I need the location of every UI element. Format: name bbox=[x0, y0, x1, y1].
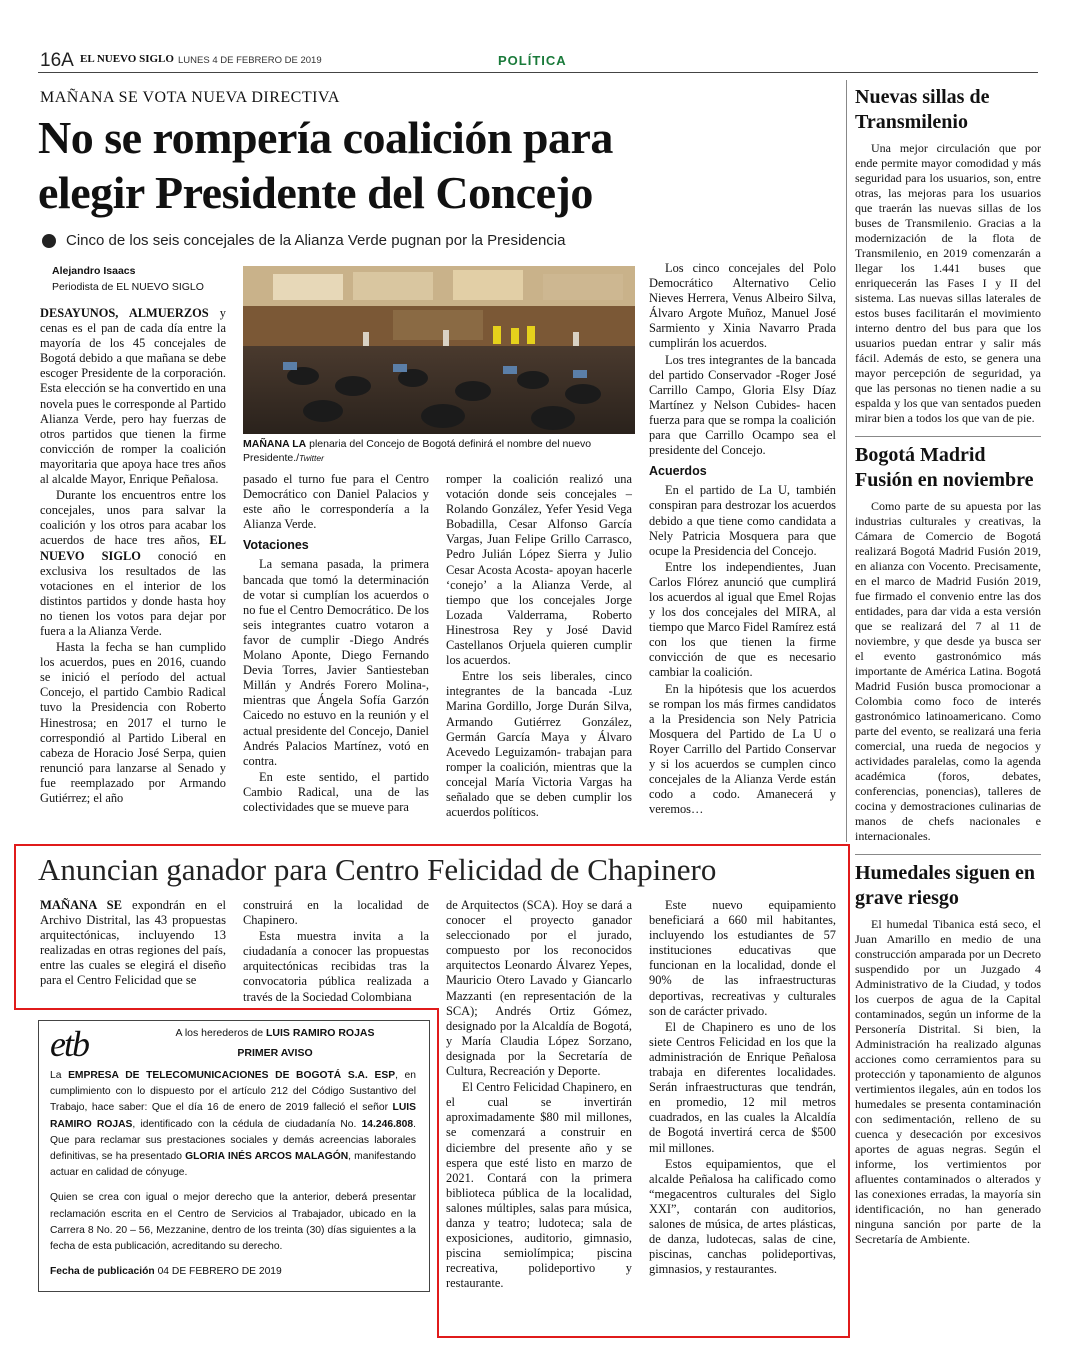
sidebar bbox=[855, 85, 1041, 1247]
highlight-frame-left bbox=[14, 844, 16, 1010]
sidebar-story-1-title: Nuevas sillas de Transmilenio bbox=[855, 86, 990, 133]
second-headline: Anuncian ganador para Centro Felicidad de Chapinero bbox=[38, 852, 717, 887]
sidebar-story-2-text: Como parte de su apuesta por las industrias culturales y creativas, la Cámara de Comercio de Bogotá realizará Bogotá Madrid Fusión 2019, en alianza con Vocento. Precisamente, en el marco de Madrid Fusión 2019, fue firmado el convenio entre las dos entidades, para dar vida a esta versión que se realizará del 7 al 11 de noviembre, y que desde ya busca ser el evento gastronómico más importante de América Latina. Bogotá Madrid Fusión busca promocionar a Colombia como foco de interés gastronómico latinoamericano. Como parte del evento, se realizará una feria comercial, una rueda de negocios y actividades paralelas, como la agenda académica (foros, debates, conferencias, ponencias), talleres de cocina y demostraciones culinarias de manos de chefs nacionales e internacionales. bbox=[855, 499, 1041, 843]
concejo-photo bbox=[243, 266, 635, 434]
sidebar-story-3-text: El humedal Tibanica está seco, el Juan Amarillo en medio de una construcción amparada por un Decreto suspendido por un Juzgado 4 Administrativo de la Ciudad, y todos los cuerpos de agua de la Capital contaminados, según un informe de la Personería Distrital. Si bien, la Administración ha realizado algunas acciones como cerramientos para su protección y taponamiento de algunos vertimientos ilegales, aún en todos los humedales se presenta contaminación con sedimentación, relleno de su cuenca y desecación por excesivos aportes de aguas negras. Según el informe, los vertimientos por afluentes contaminados o alterados y las conexiones erradas, la mayoría sin identificación, no han generado ninguna sanción por parte de la Secretaría de Ambiente. bbox=[855, 917, 1041, 1246]
second-col-3 bbox=[446, 898, 632, 1292]
notice-to-prefix: A los herederos de bbox=[175, 1027, 266, 1039]
byline-name: Alejandro Isaacs bbox=[52, 265, 136, 277]
headline-line-2: elegir Presidente del Concejo bbox=[38, 167, 593, 218]
main-col-3 bbox=[446, 472, 632, 821]
headline bbox=[38, 110, 613, 220]
paragraph: Esta muestra invita a la ciudadanía a conocer las propuestas arquitectónicas recibidas tras la convocatoria pública realizada a través de la Sociedad Colombiana bbox=[243, 929, 429, 1004]
paragraph: Los cinco concejales del Polo Democrático Alternativo Celio Nieves Herrera, Venus Albeiro Silva, Álvaro Argote Muñoz, Manuel José Sarmiento y Xinia Navarro Prada cumplirán los acuerdos. bbox=[649, 261, 836, 351]
sidebar-story-2-title: Bogotá Madrid Fusión en noviembre bbox=[855, 444, 1034, 491]
notice-to-line bbox=[140, 1027, 410, 1039]
paragraph: Entre los independientes, Juan Carlos Flórez anunció que cumplirá los acuerdos al igual que Emel Rojas y los dos concejales del MIRA, al tiempo que Marco Fidel Ramírez está con los que tienen la firme convicción de que es necesario cambiar la coalición. bbox=[649, 559, 836, 680]
notice-body bbox=[50, 1068, 416, 1280]
caption-lead: MAÑANA LA bbox=[243, 438, 307, 450]
etb-logo: etb bbox=[50, 1024, 88, 1064]
photo-credit: Twitter bbox=[299, 453, 324, 463]
paragraph: Entre los seis liberales, cinco integrantes de la bancada -Luz Marina Gordillo, Jorge Durán Silva, Armando Gutiérrez González, Germán García Maya y Álvaro Acevedo Leguizamón- trabajan para romper la coalición, mientras que la concejal María Victoria Vargas ha señalado que se deben cumplir los acuerdos políticos. bbox=[446, 669, 632, 820]
main-col-4 bbox=[649, 261, 836, 818]
paragraph: conoció en exclusiva los resultados de las votaciones en el interior de los distintos partidos y donde hasta hoy no tienen los votos para dejar por fuera a la Alianza Verde. bbox=[40, 548, 226, 638]
paragraph: y cenas es el pan de cada día entre la mayoría de los 45 concejales de Bogotá debido a que mañana se debe escoger Presidente de la corporación. Esta elección se ha convertido en una novela pues le corresponde al Partido Alianza Verde, pero hay fuerzas de otros partidos que tienen la firme convicción de romper la coalición mayoritaria que apoya hace tres años al alcalde Mayor, Enrique Peñalosa. bbox=[40, 306, 226, 487]
paragraph: En el partido de La U, también conspiran para destrozar los acuerdos debido a que tiene como candidata a Nely Patricia Mosquera para que ocupe la Presidencia del Concejo. bbox=[649, 483, 836, 558]
main-col-2 bbox=[243, 472, 429, 816]
paragraph: Los tres integrantes de la bancada del partido Conservador -Roger José Carrillo Campo, Gloria Elsy Díaz Martínez y Nelson Cubides- hacen fuerza para que se rompa la coalición para que Carrillo Ocampo sea el presidente del Concejo. bbox=[649, 352, 836, 458]
main-col-1 bbox=[40, 306, 226, 807]
lead-in: DESAYUNOS, ALMUERZOS bbox=[40, 306, 209, 320]
subhead-votaciones: Votaciones bbox=[243, 538, 309, 553]
second-col-4 bbox=[649, 898, 836, 1278]
highlight-frame-step bbox=[437, 1008, 439, 1338]
paragraph: expondrán en el Archivo Distrital, las 43 propuestas arquitectónicas, incluyendo 13 realizadas en otras regiones del país, entre las cuales se elegirá el diseño para el Centro Felicidad que se bbox=[40, 898, 227, 988]
plenary-hall-illustration bbox=[243, 266, 635, 434]
subhead-acuerdos: Acuerdos bbox=[649, 464, 707, 479]
second-col-1 bbox=[40, 898, 226, 990]
paragraph: Durante los encuentros entre los concejales, unos para salvar la coalición y los otros para acabar los acuerdos de hace tres años, bbox=[40, 488, 226, 548]
paper-name: EL NUEVO SIGLO bbox=[80, 53, 174, 65]
paragraph: de Arquitectos (SCA). Hoy se dará a conocer el proyecto ganador seleccionado por el jurado, compuesto por los reconocidos arquitectos Leonardo Álvarez Yepes, Mauricio Otero Lavado y Giancarlo Mazzanti (en representación de la SCA); Andrés Ortiz Gómez, designado por la Alcaldía de Bogotá, y María Claudia López Sorzano, designada por la Secretaría de Cultura, Recreación y Deporte. bbox=[446, 898, 632, 1079]
paragraph: Estos equipamientos, que el alcalde Peñalosa ha calificado como “megacentros culturales del Siglo XXI”, contarán con auditorios, salones de música, de artes plásticas, de danza, ludotecas, salas de cine, piscinas, canchas polideportivas, gimnasios, y restaurantes. bbox=[649, 1156, 836, 1277]
header-rule bbox=[38, 72, 1038, 73]
notice-paragraph-2: Quien se crea con igual o mejor derecho que la anterior, deberá presentar reclamación escrita en el Centro de Servicios al Trabajador, ubicado en la Carrera 8 No. 20 – 56, Mezzanine, dentro de los treinta (30) días siguientes a la fecha de esta publicación, acreditando su derecho. bbox=[50, 1192, 416, 1253]
deck: Cinco de los seis concejales de la Alianza Verde pugnan por la Presidencia bbox=[66, 232, 566, 249]
paragraph: En este sentido, el partido Cambio Radical, una de las colectividades que se mueve para bbox=[243, 769, 429, 814]
paragraph: En la hipótesis que los acuerdos se rompan los más firmes candidatos a la Presidencia son Nely Patricia Mosquera del Partido de La U o Royer Carrillo del Partido Conservar y si los acuerdos se cumplen cinco concejales de la Alianza Verde están codo a codo. Amanecerá y veremos… bbox=[649, 681, 836, 817]
photo-caption bbox=[243, 437, 635, 465]
section-label: POLÍTICA bbox=[498, 53, 567, 68]
sidebar-rule-1 bbox=[855, 436, 1041, 437]
paragraph: construirá en la localidad de Chapinero. bbox=[243, 898, 429, 928]
notice-pub-date: Fecha de publicación 04 DE FEBRERO DE 2019 bbox=[50, 1266, 282, 1278]
paragraph: romper la coalición realizó una votación donde seis concejales – Rolando González, Yefer Yesid Vega Bobadilla, Cesar Alfonso García Vargas, Juan Felipe Grillo Carrasco, Pedro Julián López Sierra y Julio Cesar Acosta Acosta- apoyan hacerle ‘conejo’ a la Alianza Verde, al tiempo que los concejales Jorge Lozada Valderrama, Roberto Hinestrosa Rey y José David Castellanos Orjuela quieren cumplir los acuerdos. bbox=[446, 472, 632, 668]
page-number: 16A bbox=[40, 50, 74, 71]
sidebar-story-3-title: Humedales siguen en grave riesgo bbox=[855, 862, 1036, 909]
paragraph: pasado el turno fue para el Centro Democrático con Daniel Palacios y este año le correspondería a la Alianza Verde. bbox=[243, 472, 429, 532]
kicker: MAÑANA SE VOTA NUEVA DIRECTIVA bbox=[40, 89, 340, 106]
notice-title: PRIMER AVISO bbox=[237, 1047, 313, 1059]
sidebar-divider bbox=[846, 80, 847, 842]
paragraph: Este nuevo equipamiento beneficiará a 660 mil habitantes, incluyendo los estudiantes de 57 instituciones educativas que funcionan en la localidad, donde el 90% de las infraestructuras deportivas, recreativas y culturales son de carácter privado. bbox=[649, 898, 836, 1018]
lead-in: MAÑANA SE bbox=[40, 898, 123, 912]
paper-mention: EL NUEVO SIGLO bbox=[40, 533, 226, 563]
highlight-frame-bottom bbox=[437, 1336, 850, 1338]
sidebar-story-1-text: Una mejor circulación que por ende permite mayor comodidad y más seguridad para los usuarios, son, entre otras, las mejoras para los usuarios que traerán las nuevas sillas de los buses de Transmilenio. Gracias a la modernización de la flota de Transmilenio, en 2019 comenzarán a llegar los 1.441 buses que enriquecerán las Fases I y II del sistema. Las nuevas sillas laterales de estos buses facilitarán el movimiento interno dentro del bus para que los usuarios puedan entrar y salir más fácil. Además de esto, se genera una mayor percepción de seguridad, ya que las personas no tienen nadie a su espalda y los que van sentados pueden mirar bien a todos los que van de pie. bbox=[855, 141, 1041, 425]
caption-text: plenaria del Concejo de Bogotá definirá el nombre del nuevo Presidente./ bbox=[243, 438, 592, 464]
highlight-frame-mid bbox=[14, 1008, 439, 1010]
notice-to-name: LUIS RAMIRO ROJAS bbox=[265, 1027, 375, 1039]
paragraph: La semana pasada, la primera bancada que tomó la determinación de votar si cumplían los acuerdos o no fue el Centro Democrático. De los seis integrantes cuatro votaron a favor de cumplir -Diego Andrés Molano Aponte, Diego Fernando Devia Torres, Javier Santiesteban Millán y Andrés Forero Molina-, mientras que Ángela Sofía Garzón Caicedo no estuvo en la reunión y el actual presidente del Concejo, Daniel Andrés Palacios Martínez, votó en contra. bbox=[243, 557, 429, 768]
sidebar-rule-2 bbox=[855, 854, 1041, 855]
highlight-frame-top bbox=[14, 844, 850, 846]
paragraph: El de Chapinero es uno de los siete Centros Felicidad en los que la administración de Enrique Peñalosa trabaja en diferentes localidades. Serán infraestructuras que tendrán, en promedio, 12 mil metros cuadrados, en las cuales la Alcaldía de Bogotá invertirá cerca de $500 mil millones. bbox=[649, 1019, 836, 1155]
notice-paragraph-1: La EMPRESA DE TELECOMUNICACIONES DE BOGOTÁ S.A. ESP, en cumplimiento con lo dispuesto por el artículo 212 del Código Sustantivo del Trabajo, hace saber: Que el día 16 de enero de 2019 falleció el señor LUIS RAMIRO ROJAS, identificado con la cédula de ciudadanía No. 14.246.808. Que para reclamar sus prestaciones sociales y demás acreencias laborales definitivas, se ha presentado GLORIA INÉS ARCOS MALAGÓN, manifestando actuar en calidad de cónyuge. bbox=[50, 1070, 416, 1179]
second-col-2 bbox=[243, 898, 429, 1006]
paragraph: Hasta la fecha se han cumplido los acuerdos, pues en 2016, cuando se inició el período del actual Concejo, el partido Cambio Radical tuvo la Presidencia con Roberto Hinestrosa; en 2017 el turno le correspondió al Partido Liberal en cabeza de Horacio José Serpa, quien renunció para lanzarse al Senado y fue reemplazado por Armando Gutiérrez; el año bbox=[40, 640, 226, 805]
issue-date: LUNES 4 DE FEBRERO DE 2019 bbox=[178, 55, 322, 66]
headline-line-1: No se rompería coalición para bbox=[38, 112, 613, 163]
deck-bullet bbox=[42, 234, 56, 248]
highlight-frame-right bbox=[848, 844, 850, 1338]
byline-role: Periodista de EL NUEVO SIGLO bbox=[52, 281, 204, 293]
paragraph: El Centro Felicidad Chapinero, en el cual se invertirán aproximadamente $80 mil millones, se comenzará a construir en diciembre del presente año y se espera que esté listo en marzo de 2021. Contará con la primera biblioteca pública de la localidad, salones múltiples, salas para música, danza y teatro; ludoteca; sala de exposiciones, auditorio, gimnasio, piscina semiolímpica; piscina recreativa, polideportivo y restaurante. bbox=[446, 1080, 632, 1291]
